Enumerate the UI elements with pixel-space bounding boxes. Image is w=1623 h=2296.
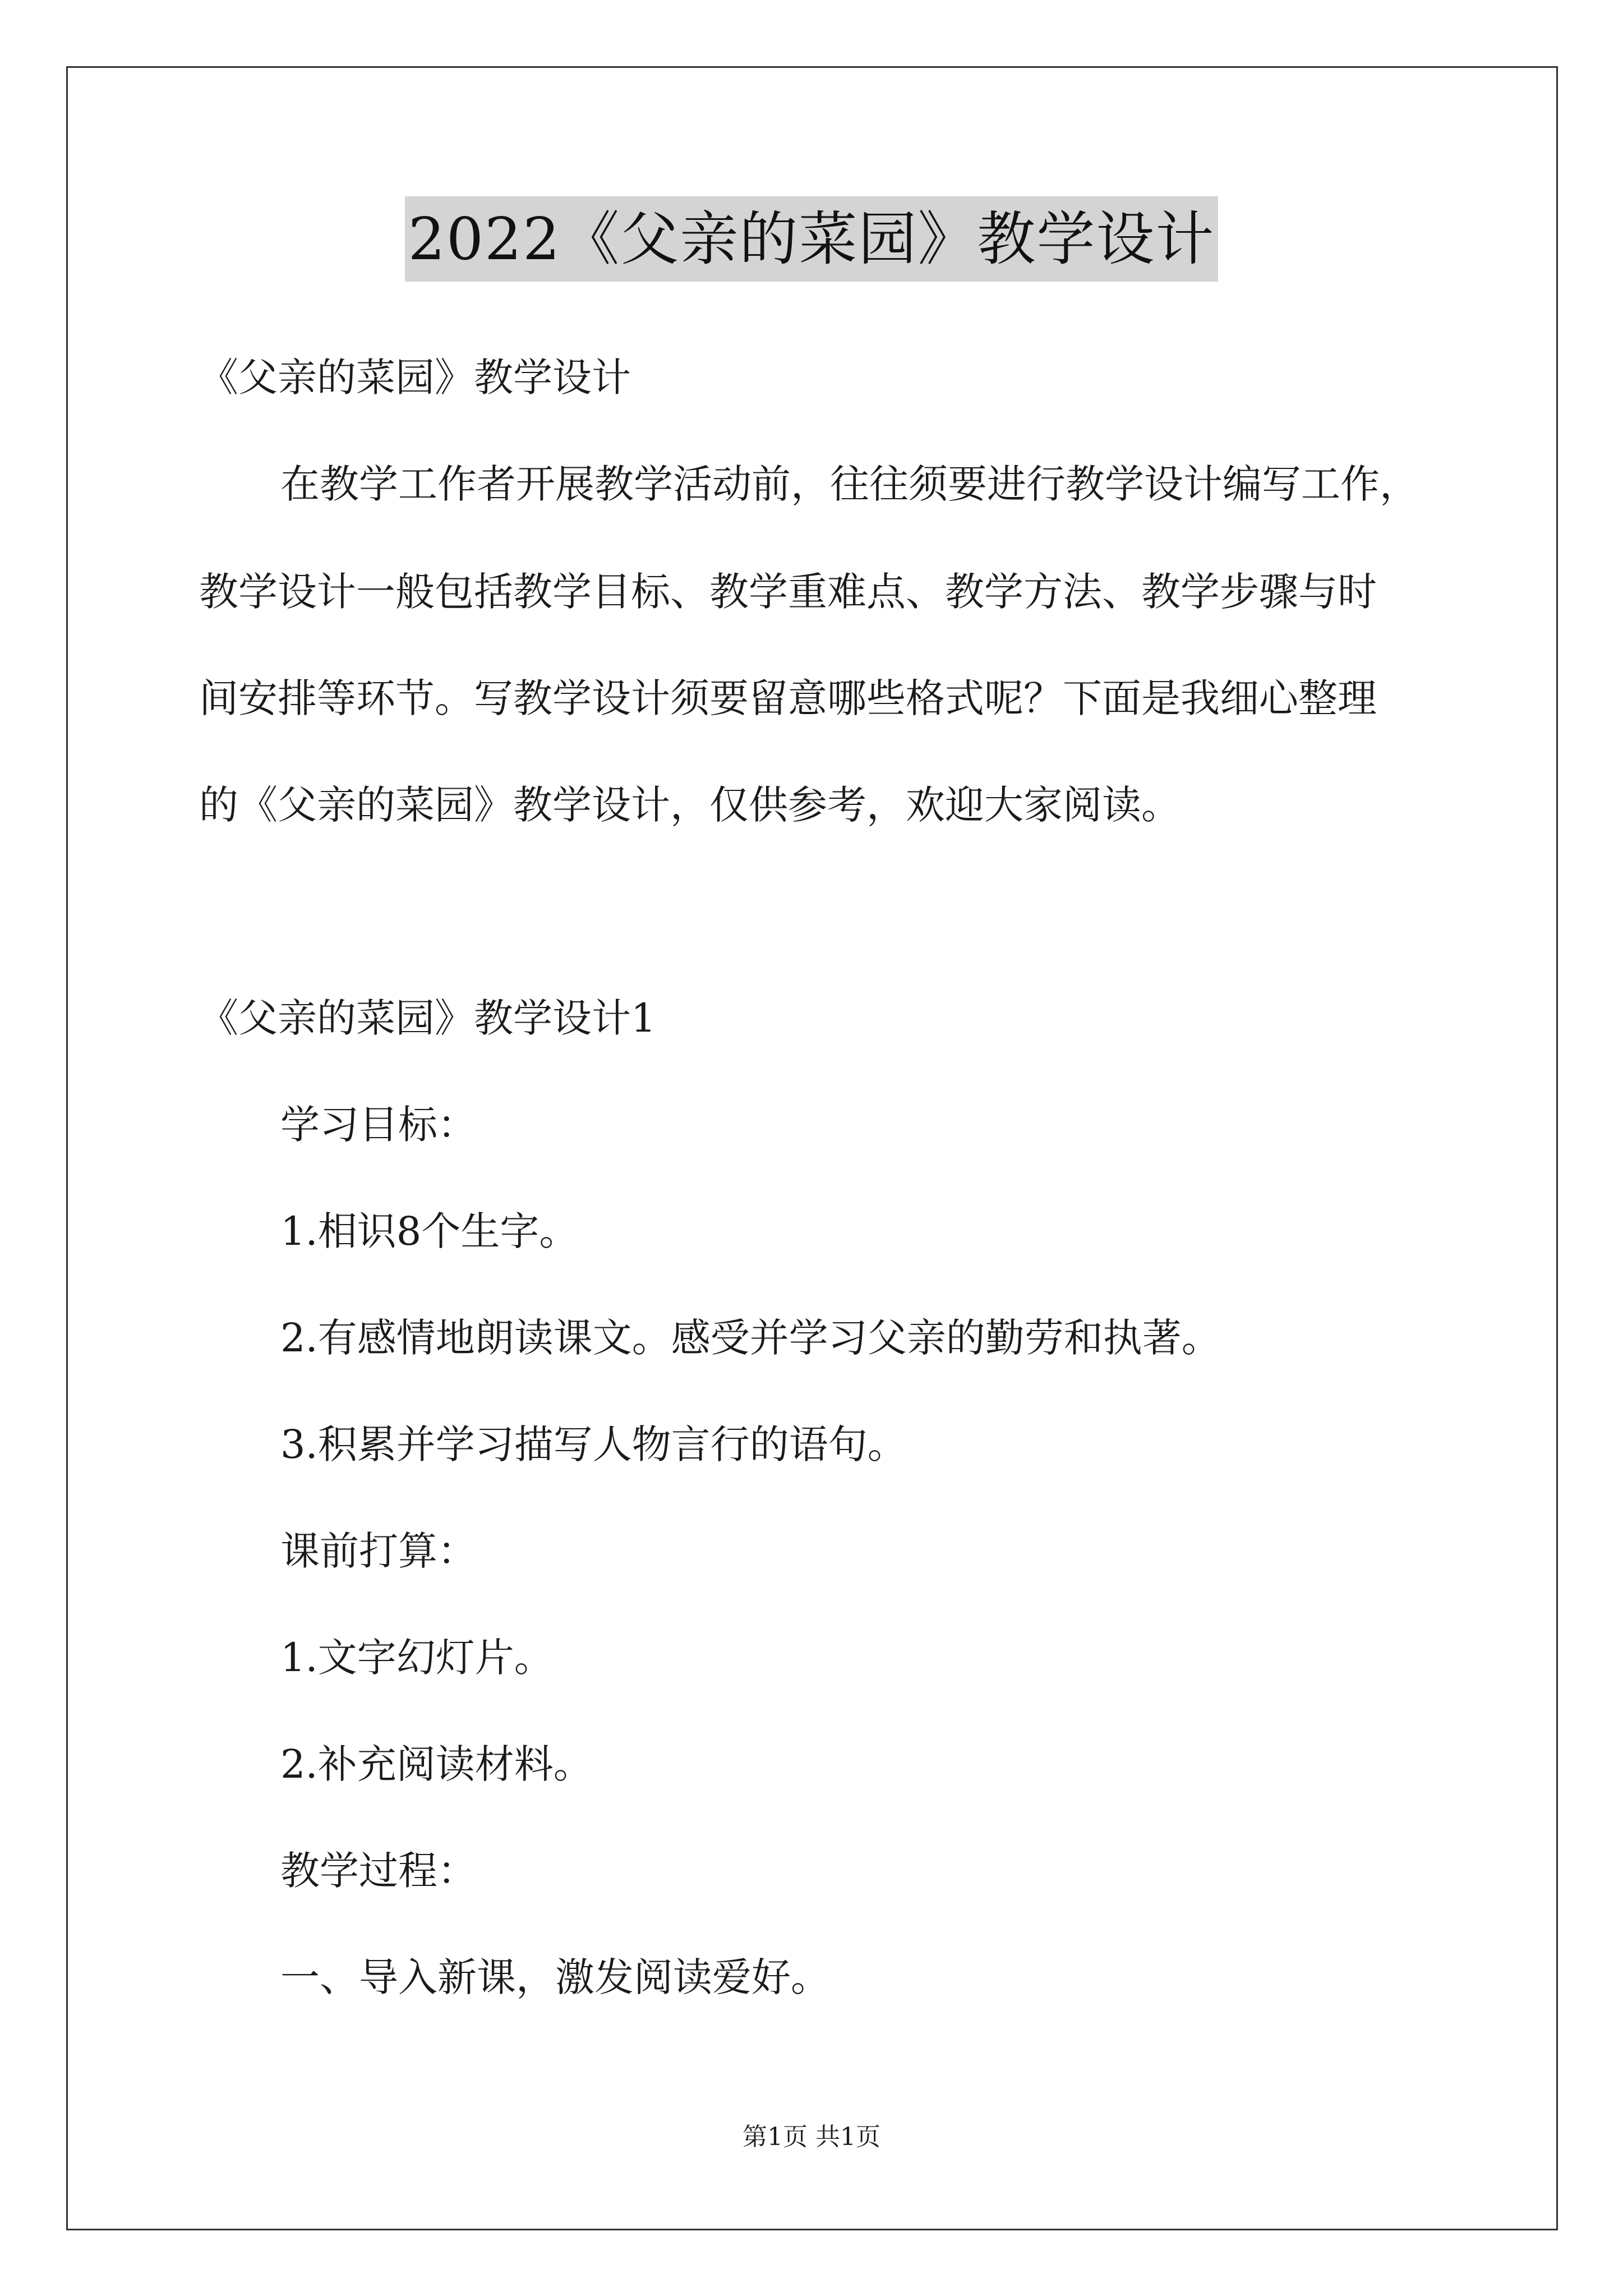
intro-line-4: 的《父亲的菜园》教学设计，仅供参考，欢迎大家阅读。 (199, 782, 1181, 828)
body-line: 2.补充阅读材料。 (280, 1741, 593, 1787)
body-line: 3.积累并学习描写人物言行的语句。 (280, 1421, 907, 1467)
body-line: 学习目标： (280, 1102, 477, 1148)
title-wrap (0, 196, 1623, 282)
body-line: 1.相识8个生字。 (280, 1208, 579, 1254)
intro-line-1: 在教学工作者开展教学活动前，往往须要进行教学设计编写工作， (280, 461, 1419, 507)
document-title: 2022《父亲的菜园》教学设计 (405, 196, 1219, 282)
intro-line-3: 间安排等环节。写教学设计须要留意哪些格式呢？下面是我细心整理 (199, 675, 1377, 721)
intro-line-2: 教学设计一般包括教学目标、教学重难点、教学方法、教学步骤与时 (199, 569, 1377, 615)
body-line: 课前打算： (280, 1528, 477, 1574)
body-line: 1.文字幻灯片。 (280, 1635, 554, 1681)
body-line: 教学过程： (280, 1848, 477, 1894)
subtitle-line: 《父亲的菜园》教学设计 (199, 355, 631, 401)
section-heading: 《父亲的菜园》教学设计1 (199, 995, 656, 1041)
body-line: 2.有感情地朗读课文。感受并学习父亲的勤劳和执著。 (280, 1315, 1221, 1361)
body-line: 一、导入新课，激发阅读爱好。 (280, 1954, 830, 2000)
page-footer: 第1页 共1页 (743, 2123, 880, 2151)
